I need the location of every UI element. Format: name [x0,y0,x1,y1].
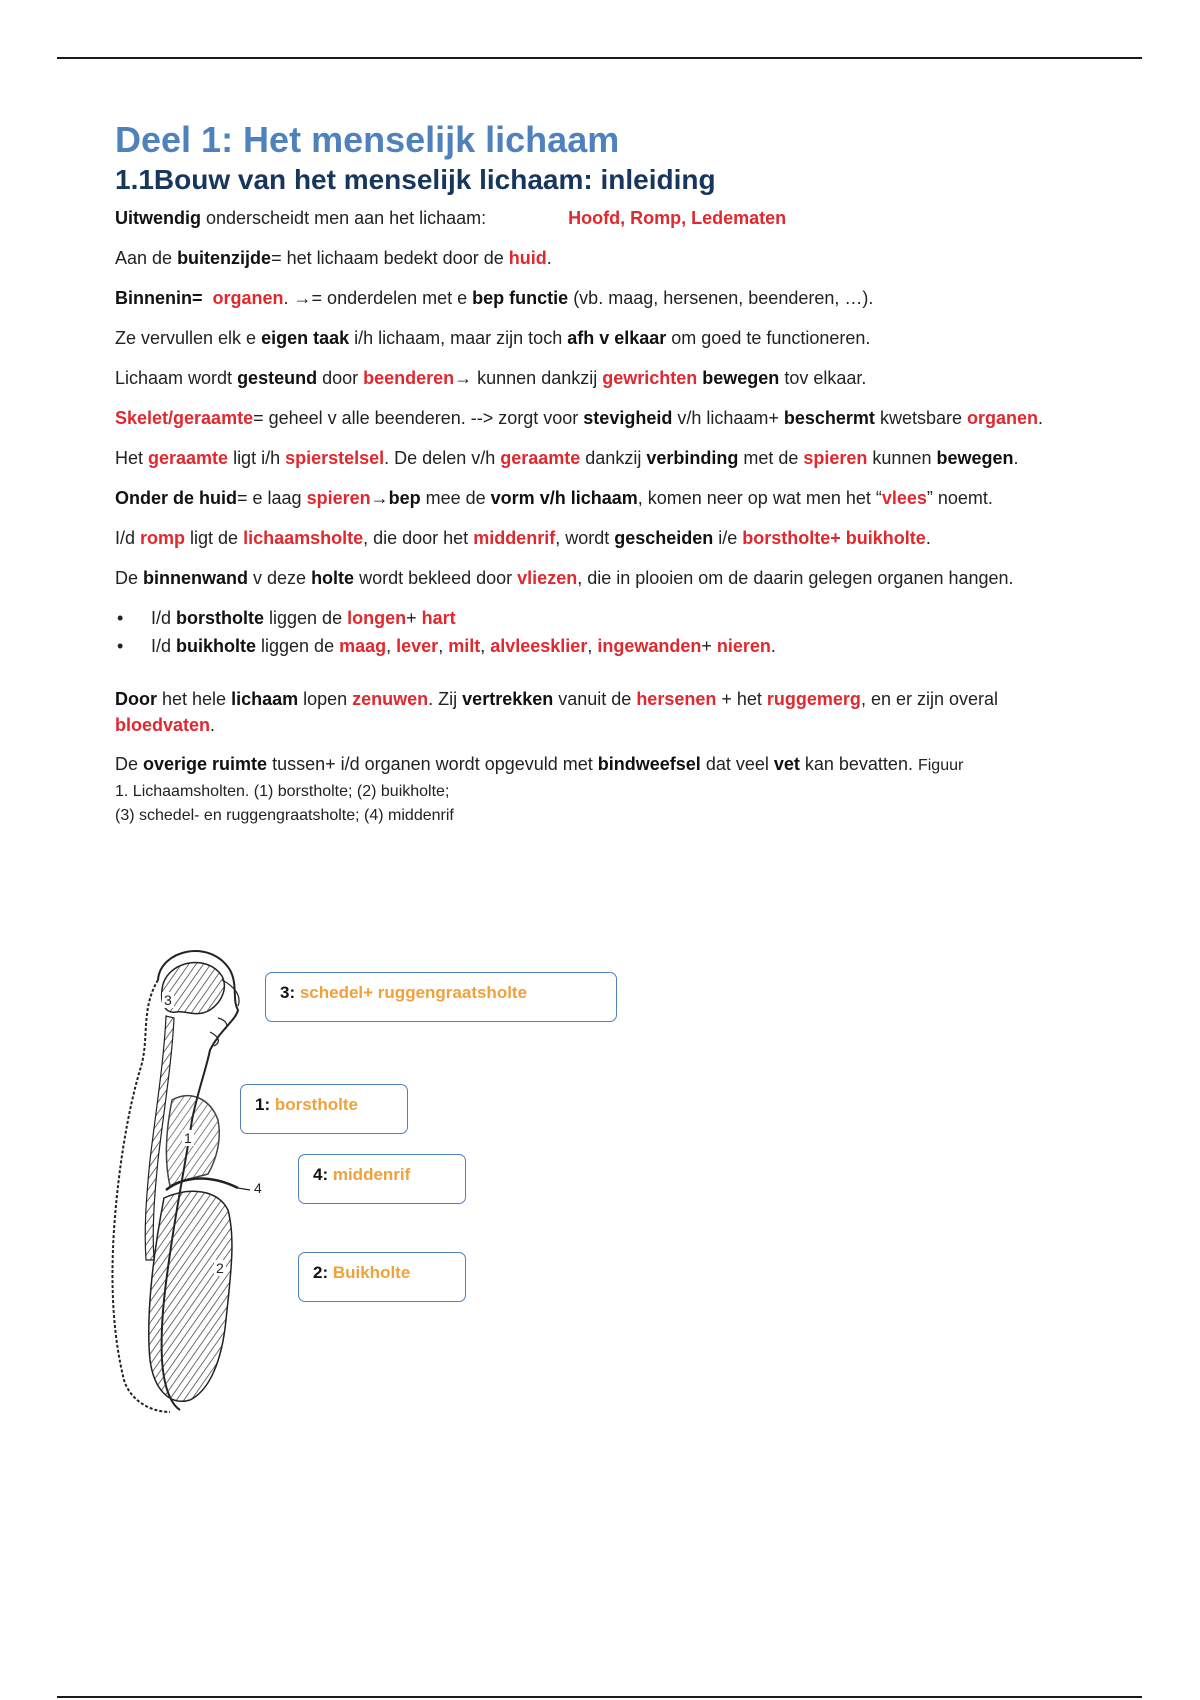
organ-list [115,604,1075,660]
top-rule [57,57,1142,59]
figure-mark-2: 2 [216,1260,224,1276]
paragraph-overige-ruimte: De overige ruimte tussen+ i/d organen wordt opgevuld met bindweefsel dat veel vet kan bevatten. Figuur [115,754,964,774]
list-item: • I/d buikholte liggen de maag, lever, milt, alvleesklier, ingewanden+ nieren. [115,632,1075,660]
page-title: Deel 1: Het menselijk lichaam [115,119,620,160]
label-box-abdominal-cavity: 2: Buikholte [298,1252,466,1302]
paragraph-binnenin: Binnenin= organen. →= onderdelen met e bep functie (vb. maag, hersenen, beenderen, …). [115,288,874,308]
paragraph-binnenwand: De binnenwand v deze holte wordt bekleed door vliezen, die in plooien om de daarin gelegen organen hangen. [115,568,1014,588]
bottom-rule [57,1696,1142,1698]
label-box-chest-cavity: 1: borstholte [240,1084,408,1134]
figure-mark-3: 3 [164,992,172,1008]
label-box-diaphragm: 4: middenrif [298,1154,466,1204]
list-item: • I/d borstholte liggen de longen+ hart [115,604,1075,632]
paragraph-skelet: Skelet/geraamte= geheel v alle beenderen. --> zorgt voor stevigheid v/h lichaam+ beschermt kwetsbare organen. [115,408,1044,428]
figure-caption-line2: (3) schedel- en ruggengraatsholte; (4) middenrif [115,807,454,824]
paragraph-geraamte: Het geraamte ligt i/h spierstelsel. De delen v/h geraamte dankzij verbinding met de spieren kunnen bewegen. [115,448,1019,468]
body-cavities-figure [110,940,670,1420]
paragraph-buitenzijde: Aan de buitenzijde= het lichaam bedekt door de huid. [115,248,552,268]
section-title: 1.1Bouw van het menselijk lichaam: inleiding [115,164,716,195]
paragraph-romp: I/d romp ligt de lichaamsholte, die door het middenrif, wordt gescheiden i/e borstholte+ buikholte. [115,528,931,548]
paragraph-gesteund: Lichaam wordt gesteund door beenderen→ kunnen dankzij gewrichten bewegen tov elkaar. [115,368,867,388]
paragraph-onder-de-huid: Onder de huid= e laag spieren→bep mee de vorm v/h lichaam, komen neer op wat men het “vlees” noemt. [115,488,993,508]
label-box-skull-spine-cavity: 3: schedel+ ruggengraatsholte [265,972,617,1022]
paragraph-eigen-taak: Ze vervullen elk e eigen taak i/h lichaam, maar zijn toch afh v elkaar om goed te functioneren. [115,328,871,348]
paragraph-zenuwen: Door het hele lichaam lopen zenuwen. Zij vertrekken vanuit de hersenen + het ruggemerg, en er zijn overal bloedvaten. [115,689,999,735]
figure-mark-1: 1 [184,1130,192,1146]
paragraph-uitwendig: Uitwendig onderscheidt men aan het lichaam: Hoofd, Romp, Ledematen [115,208,787,228]
figure-caption-line1: 1. Lichaamsholten. (1) borstholte; (2) buikholte; [115,783,450,800]
document-body [115,118,1075,828]
figure-mark-4: 4 [254,1180,262,1196]
